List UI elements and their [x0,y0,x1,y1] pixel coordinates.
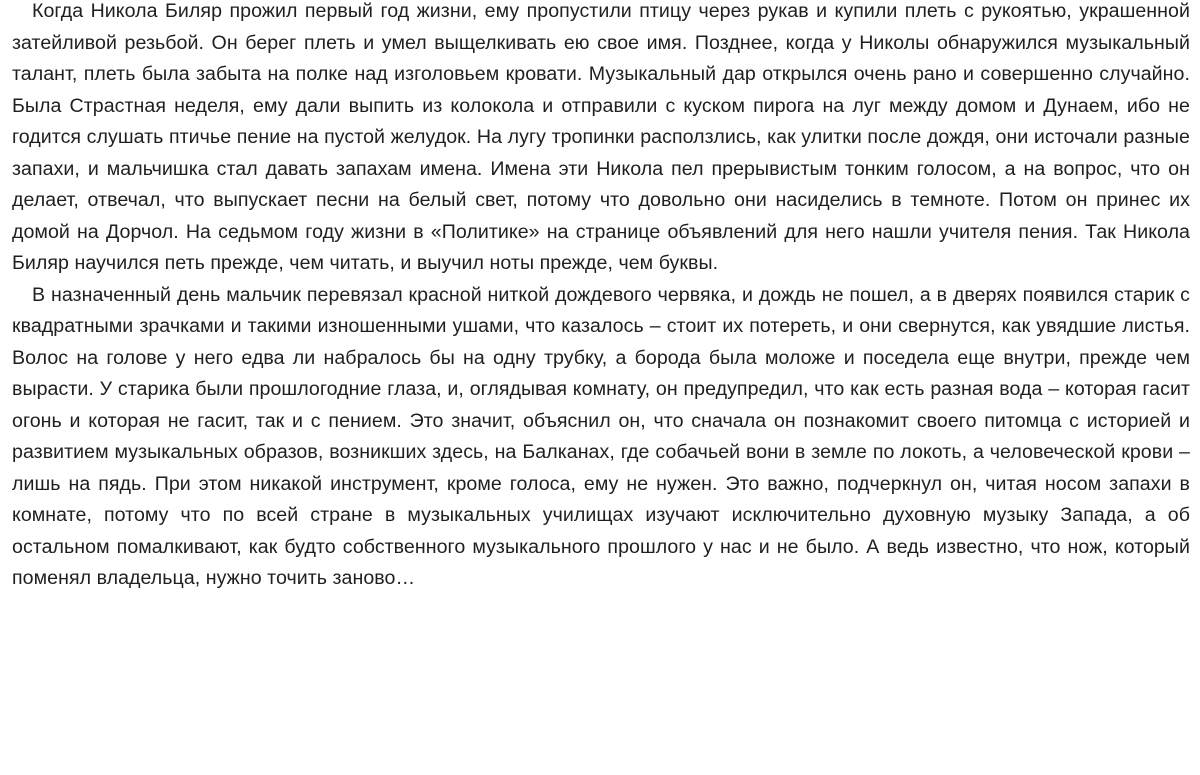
paragraph-1: Когда Никола Биляр прожил первый год жизни, ему пропустили птицу через рукав и купили плеть с рукоятью, украшенной затейливой резьбой. Он берег плеть и умел выщелкивать ею свое имя. Позднее, когда у Николы обнаружился музыкальный талант, плеть была забыта на полке над изголовьем кровати. Музыкальный дар открылся очень рано и совершенно случайно. Была Страстная неделя, ему дали выпить из колокола и отправили с куском пирога на луг между домом и Дунаем, ибо не годится слушать птичье пение на пустой желудок. На лугу тропинки расползлись, как улитки после дождя, они источали разные запахи, и мальчишка стал давать запахам имена. Имена эти Никола пел прерывистым тонким голосом, а на вопрос, что он делает, отвечал, что выпускает песни на белый свет, потому что довольно они насиделись в темноте. Потом он принес их домой на Дорчол. На седьмом году жизни в «Политике» на странице объявлений для него нашли учителя пения. Так Никола Биляр научился петь прежде, чем читать, и выучил ноты прежде, чем буквы. [12,0,1190,274]
paragraph-2: В назначенный день мальчик перевязал красной ниткой дождевого червяка, и дождь не пошел, а в дверях появился старик с квадратными зрачками и такими изношенными ушами, что казалось – стоит их потереть, и они свернутся, как увядшие листья. Волос на голове у него едва ли набралось бы на одну трубку, а борода была моложе и поседела еще внутри, прежде чем вырасти. У старика были прошлогодние глаза, и, оглядывая комнату, он предупредил, что как есть разная вода – которая гасит огонь и которая не гасит, так и с пением. Это значит, объяснил он, что сначала он познакомит своего питомца с историей и развитием музыкальных образов, возникших здесь, на Балканах, где собачьей вони в земле по локоть, а человеческой крови – лишь на пядь. При этом никакой инструмент, кроме голоса, ему не нужен. Это важно, подчеркнул он, читая носом запахи в комнате, потому что по всей стране в музыкальных училищах изучают исключительно духовную музыку Запада, а об остальном помалкивают, как будто собственного музыкального прошлого у нас и не было. А ведь известно, что нож, который поменял владельца, нужно точить заново… [12,283,1190,589]
document-text-body [12,0,1190,595]
